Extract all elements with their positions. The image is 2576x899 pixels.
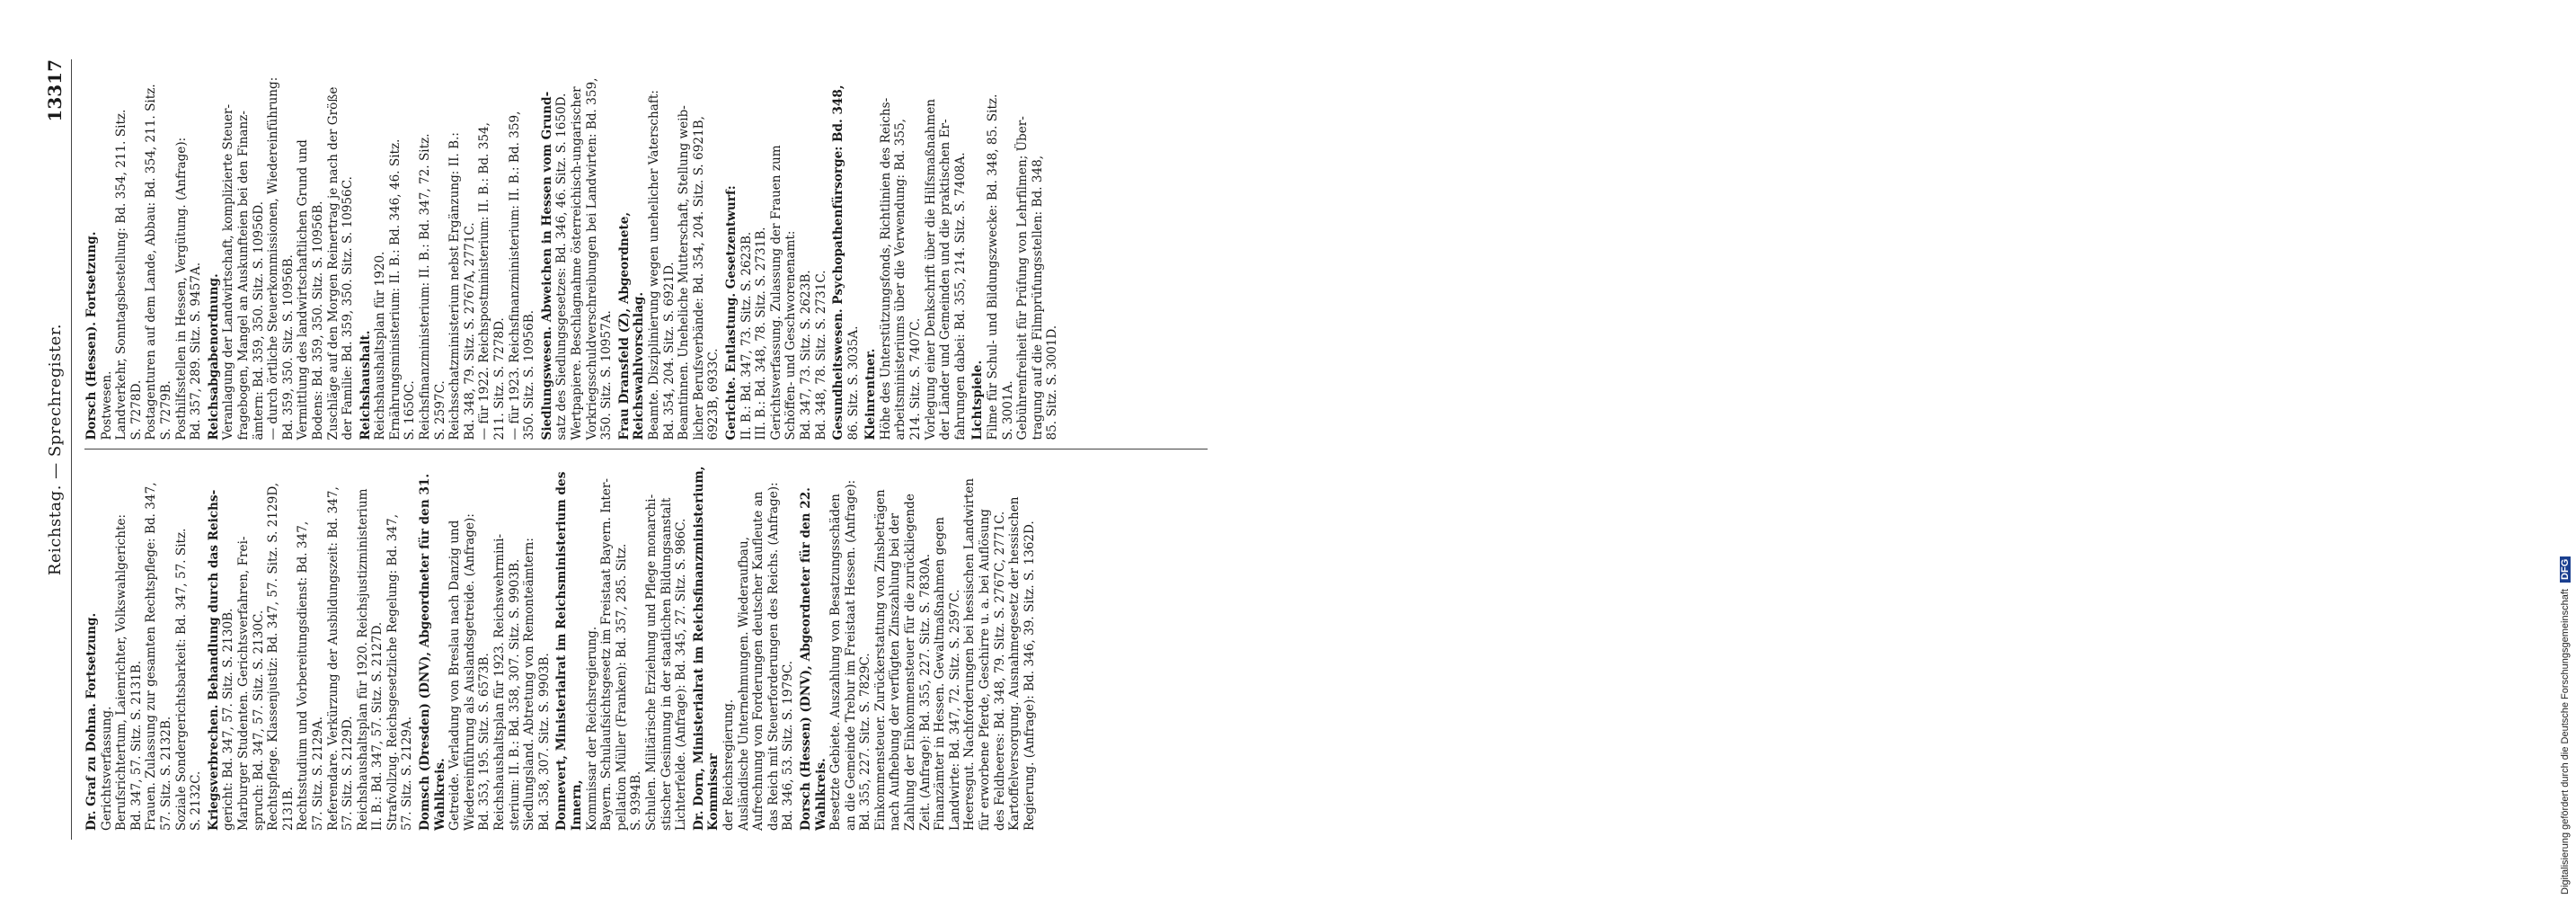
entry-line: der Länder und Gemeinden und die praktischen Er- xyxy=(938,119,953,441)
entry-line: Beamtinnen. Uneheliche Mutterschaft, Stellung weib- xyxy=(677,105,692,441)
register-entry xyxy=(540,68,615,441)
entry-line: Kommissar der Reichsregierung. xyxy=(584,626,599,831)
entry-line: Wiedereinführung als Auslandsgetreide. (Anfrage): xyxy=(462,513,477,831)
page-header xyxy=(40,59,72,840)
entry-line: Finanzämter in Hessen. Gewaltmaßnahmen gegen xyxy=(933,517,948,831)
entry-line: fragebogen, Mangel an Auskunfteien bei den Finanz- xyxy=(235,111,251,441)
register-entry xyxy=(554,459,688,832)
entry-line: Vorlegung einer Denkschrift über die Hilfsmaßnahmen xyxy=(923,98,938,441)
entry-line: Postwesen. xyxy=(99,370,114,441)
entry-line: Bd. 357, 289. Sitz. S. 9457A. xyxy=(189,262,204,441)
entry-heading: Reichsabgabenordnung. xyxy=(206,273,221,441)
entry-line: 85. Sitz. S. 3001D. xyxy=(1045,325,1060,441)
credit-text: Digitalisierung gefördert durch die Deutsche Forschungsgemeinschaft xyxy=(2560,589,2571,895)
entry-line: Marburger Studenten. Gerichtsverfahren, Frei- xyxy=(235,536,251,831)
entry-line: 57. Sitz. S. 2129A. xyxy=(400,716,415,831)
entry-line: 57. Sitz. S. 2132B. xyxy=(158,716,173,831)
entry-line: Lichterfelde. (Anfrage): Bd. 345, 27. Sitz. S. 986C. xyxy=(674,518,689,831)
entry-heading: Frau Dransfeld (Z), Abgeordnete, Reichswahlvorschlag. xyxy=(616,211,647,441)
entry-line: Wertpapiere. Beschlagnahme österreichisch-ungarischer xyxy=(570,86,584,441)
entry-line: Bd. 346, 53. Sitz. S. 1979C. xyxy=(781,660,796,831)
page-title: Reichstag. — Sprechregister. xyxy=(46,323,65,576)
entry-line: Ernährungsministerium: II. B.: Bd. 346, 46. Sitz. xyxy=(387,138,403,441)
register-entry xyxy=(207,459,415,832)
register-entry xyxy=(617,68,721,441)
entry-line: arbeitsministeriums über die Verwendung: Bd. 355, xyxy=(893,119,908,441)
entry-line: Bd. 348, 79. Sitz. S. 2767A, 2771C. xyxy=(462,222,477,441)
entry-line: Gerichtsverfassung. xyxy=(99,706,114,831)
entry-line: Reichshaushaltsplan für 1923. Reichswehrmini- xyxy=(492,533,508,831)
entry-heading: Gesundheitswesen. Psychopathenfürsorge: Bd. 348, xyxy=(831,85,846,441)
entry-line: S. 7278D. xyxy=(128,379,144,441)
entry-line: Vermittlung des landwirtschaftlichen Grund und xyxy=(296,139,311,441)
entry-line: Einkommensteuer. Zurückerstattung von Zinsbeträgen xyxy=(872,489,888,831)
entry-line: Reichshaushaltsplan für 1920. xyxy=(373,251,388,441)
scan-sidebar xyxy=(1271,0,2571,899)
register-entry xyxy=(84,68,204,441)
entry-line: Siedlungsland. Abtretung von Remonteämtern: xyxy=(522,538,537,831)
rotated-content xyxy=(15,27,1237,872)
entry-line: Filme für Schul- und Bildungszwecke: Bd. 348, 85. Sitz. xyxy=(986,93,1001,441)
entry-line: Bd. 353, 195. Sitz. S. 6573B. xyxy=(477,653,492,831)
entry-line: — für 1922. Reichspostministerium: II. B.: Bd. 354, xyxy=(477,122,492,441)
entry-line: satz des Siedlungsgesetzes: Bd. 346, 46. Sitz. S. 1650D. xyxy=(554,93,570,441)
entry-line: S. 1650C. xyxy=(403,380,418,441)
entry-line: — durch örtliche Steuerkommissionen, Wiedereinführung: xyxy=(266,76,281,441)
register-entry xyxy=(863,68,968,441)
register-entry xyxy=(831,68,861,441)
entry-line: 57. Sitz. S. 2129A. xyxy=(310,716,325,831)
entry-line: licher Berufsverbände: Bd. 354, 204. Sitz. S. 6921B, xyxy=(691,116,706,441)
entry-heading: Dr. Dorn, Ministerialrat im Reichsfinanzministerium, Kommissar xyxy=(691,466,721,831)
entry-line: 6923B, 6933C. xyxy=(706,348,721,441)
entry-line: das Reich mit Steuerforderungen des Reichs. (Anfrage): xyxy=(766,482,781,831)
entry-line: III. B.: Bd. 348, 78. Sitz. S. 2731B. xyxy=(754,227,769,441)
entry-line: der Familie: Bd. 359, 350. Sitz. S. 10956C. xyxy=(341,176,356,441)
register-entry xyxy=(692,459,796,832)
entry-line: Zeit. (Anfrage): Bd. 355, 227. Sitz. S. 7830A. xyxy=(917,553,933,831)
entry-line: Bd. 347, 73. Sitz. S. 2623B. xyxy=(798,270,813,441)
entry-heading: Dorsch (Hessen) (DNV), Abgeordneter für den 22. Wahlkreis. xyxy=(798,487,828,831)
entry-line: 350. Sitz. S. 10956B. xyxy=(522,309,537,441)
entry-heading: Dorsch (Hessen). Fortsetzung. xyxy=(84,231,99,441)
entry-line: Posthilfsstellen in Hessen, Vergütung. (Anfrage): xyxy=(173,137,189,441)
entry-line: stischer Gesinnung in der staatlichen Bildungsanstalt xyxy=(659,497,674,831)
dfg-logo: DFG xyxy=(2560,556,2571,583)
entry-line: Bd. 348, 78. Sitz. S. 2731C. xyxy=(813,270,828,441)
entry-line: Getreide. Verladung von Breslau nach Danzig und xyxy=(447,520,463,831)
entry-line: Veranlagung der Landwirtschaft, komplizierte Steuer- xyxy=(221,103,236,441)
entry-heading: Kleinrentner. xyxy=(863,348,879,441)
register-entry xyxy=(418,459,552,832)
left-column xyxy=(84,450,1208,841)
register-columns xyxy=(84,59,1208,840)
entry-line: — für 1923. Reichsfinanzministerium: II. B.: Bd. 359, xyxy=(507,111,522,441)
entry-line: Bd. 354, 204. Sitz. S. 6921D. xyxy=(661,262,677,441)
register-entry xyxy=(799,459,1038,832)
right-column xyxy=(84,59,1208,450)
entry-line: Vorkriegsschuldverschreibungen bei Landwirten: Bd. 359, xyxy=(584,77,599,441)
register-entry xyxy=(84,459,204,832)
entry-line: S. 3001A. xyxy=(1000,380,1015,441)
entry-line: 211. Sitz. S. 7278D. xyxy=(492,317,508,441)
entry-line: Schöffen- und Geschworenenamt: xyxy=(783,230,799,441)
entry-line: 214. Sitz. S. 7407C. xyxy=(908,317,924,441)
entry-line: Reichsfinanzministerium: II. B.: Bd. 347, 72. Sitz. xyxy=(418,133,433,441)
entry-line: spruch: Bd. 347, 57. Sitz. S. 2130C. xyxy=(251,610,266,831)
entry-line: Kartoffelversorgung. Ausnahmegesetz der hessischen xyxy=(1007,496,1022,831)
entry-line: Postagenturen auf dem Lande, Abbau: Bd. 354, 211. Sitz. xyxy=(144,84,159,441)
entry-line: Zahlung der Einkommensteuer für die zurückliegende xyxy=(903,494,918,831)
entry-line: Heeresgut. Nachforderungen bei hessischen Landwirten xyxy=(962,478,978,831)
entry-line: Landverkehr, Sonntagsbestellung: Bd. 354, 211. Sitz. xyxy=(114,109,129,441)
entry-line: Ausländische Unternehmungen. Wiederaufbau, xyxy=(736,537,751,831)
entry-heading: Gerichte. Entlastung. Gesetzentwurf: xyxy=(723,185,739,441)
entry-line: tragung auf die Filmprüfungsstellen: Bd. 348, xyxy=(1030,155,1045,441)
entry-line: 2131B. xyxy=(280,787,296,831)
entry-line: II. B.: Bd. 347, 57. Sitz. S. 2127D. xyxy=(370,621,385,831)
entry-line: Bd. 358, 307. Sitz. S. 9903B. xyxy=(536,653,552,831)
entry-line: 57. Sitz. S. 2129D. xyxy=(341,716,356,831)
entry-heading: Kriegsverbrechen. Behandlung durch das Reichs- xyxy=(206,489,221,831)
entry-heading: Lichtspiele. xyxy=(970,360,986,441)
entry-line: Zuschläge auf den Morgen Reinertrag je nach der Größe xyxy=(325,86,341,441)
register-entry xyxy=(724,68,828,441)
entry-heading: Dr. Graf zu Dohna. Fortsetzung. xyxy=(84,612,99,831)
entry-line: Bd. 347, 57. Sitz. S. 2131B. xyxy=(128,660,144,831)
entry-line: Soziale Sondergerichtsbarkeit: Bd. 347, 57. Sitz. xyxy=(173,528,189,831)
entry-line: Besetzte Gebiete. Auszahlung von Besatzungsschäden xyxy=(828,494,844,831)
entry-heading: Siedlungswesen. Abweichen in Hessen vom Grund- xyxy=(539,91,554,441)
entry-line: Strafvollzug. Reichsgesetzliche Regelung: Bd. 347, xyxy=(385,513,400,831)
entry-heading: Reichshaushalt. xyxy=(358,330,373,441)
entry-line: Landwirte: Bd. 347, 72. Sitz. S. 2597C. xyxy=(947,589,962,831)
entry-line: pellation Müller (Franken): Bd. 357, 285. Sitz. xyxy=(614,543,629,831)
entry-line: Bd. 359, 350. Sitz. S. 10956B. xyxy=(280,254,296,441)
entry-line: Regierung. (Anfrage): Bd. 346, 39. Sitz. S. 1362D. xyxy=(1022,521,1037,831)
entry-line: Rechtsstudium und Vorbereitungsdienst: Bd. 347, xyxy=(296,521,311,831)
entry-line: II. B.: Bd. 347, 73. Sitz. S. 2623B. xyxy=(739,231,754,441)
entry-line: S. 7279B. xyxy=(158,380,173,441)
entry-line: Gerichtsverfassung. Zulassung der Frauen zum xyxy=(768,145,783,441)
entry-line: des Feldheeres: Bd. 348, 79. Sitz. S. 2767C, 2771C. xyxy=(992,511,1007,831)
entry-line: sterium: II. B.: Bd. 358, 307. Sitz. S. 9903B. xyxy=(507,558,522,831)
entry-line: 350. Sitz. S. 10957A. xyxy=(599,310,615,441)
entry-line: nach Aufhebung der verfügten Zinszahlung bei der xyxy=(888,512,903,831)
entry-line: Reichsschatzministerium nebst Ergänzung: II. B.: xyxy=(447,132,463,441)
entry-line: Beamte. Disziplinierung wegen unehelicher Vaterschaft: xyxy=(646,90,661,441)
entry-line: Berufsrichtertum, Laienrichter, Volkswahlgerichte: xyxy=(114,513,129,831)
entry-line: 86. Sitz. S. 3035A. xyxy=(845,325,861,441)
register-entry xyxy=(359,68,537,441)
entry-line: S. 2597C. xyxy=(432,380,447,441)
entry-line: an die Gemeinde Trebur im Freistaat Hessen. (Anfrage): xyxy=(843,479,858,831)
entry-line: S. 2132C. xyxy=(189,770,204,831)
register-entry xyxy=(970,68,1060,441)
entry-line: Rechtspflege. Klassenjustiz: Bd. 347, 57. Sitz. S. 2129D, xyxy=(266,482,281,831)
register-entry xyxy=(207,68,356,441)
entry-line: Bd. 355, 227. Sitz. S. 7829C. xyxy=(858,653,873,831)
entry-line: für erworbene Pferde, Geschirre u. a. bei Auflösung xyxy=(978,509,993,831)
entry-line: Reichshaushaltsplan für 1920. Reichsjustizministerium xyxy=(355,488,370,831)
entry-heading: Domsch (Dresden) (DNV), Abgeordneter für den 31. Wahlkreis. xyxy=(418,473,447,831)
entry-line: S. 9394B. xyxy=(629,770,644,831)
entry-line: Bodens: Bd. 359, 350. Sitz. S. 10956B. xyxy=(310,200,325,441)
entry-line: Schulen. Militärische Erziehung und Pflege monarchi- xyxy=(643,494,659,831)
entry-line: fahrungen dabei: Bd. 355, 214. Sitz. S. 7408A. xyxy=(952,152,968,441)
digitization-credit xyxy=(2560,4,2576,895)
entry-line: Gebührenfreiheit für Prüfung von Lehrfilmen; Über- xyxy=(1015,116,1031,441)
entry-line: Aufrechnung von Forderungen deutscher Kaufleute an xyxy=(751,491,766,831)
entry-line: gericht: Bd. 347, 57. Sitz. S. 2130B. xyxy=(221,608,236,831)
entry-line: Frauen. Zulassung zur gesamten Rechtspflege: Bd. 347, xyxy=(144,482,159,831)
entry-line: der Reichsregierung. xyxy=(721,699,736,831)
entry-line: Höhe des Unterstützungsfonds, Richtlinien des Reichs- xyxy=(878,97,893,441)
page-number: 13317 xyxy=(44,59,66,122)
entry-line: Bayern. Schulaufsichtsgesetz im Freistaat Bayern. Inter- xyxy=(599,478,615,831)
entry-heading: Donnevert, Ministerialrat im Reichsministerium des Innern, xyxy=(554,471,584,831)
entry-line: ämtern: Bd. 359, 350. Sitz. S. 10956D. xyxy=(251,200,266,441)
entry-line: Referendare. Verkürzung der Ausbildungszeit: Bd. 347, xyxy=(325,486,341,831)
